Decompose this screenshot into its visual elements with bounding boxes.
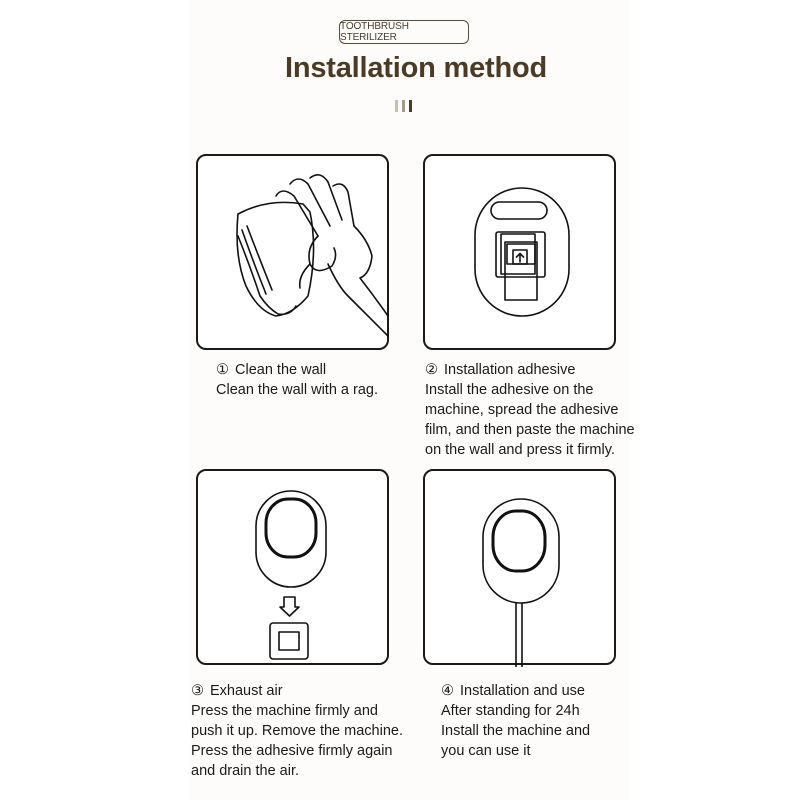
hand-wiping-rag-icon: [198, 156, 391, 352]
step-3-line-1: Press the machine firmly and: [191, 703, 378, 719]
step-3-line-2: push it up. Remove the machine.: [191, 723, 403, 739]
step-2-line-2: machine, spread the adhesive: [425, 402, 619, 418]
step-4-heading: Installation and use: [460, 683, 585, 699]
step-2-caption: [425, 360, 635, 460]
step-3-illustration-card: [196, 469, 389, 665]
step-3-heading: Exhaust air: [210, 683, 283, 699]
step-2-line-3: film, and then paste the machine: [425, 422, 635, 438]
step-2-heading: Installation adhesive: [444, 362, 576, 378]
step-4-number: ④: [441, 683, 454, 699]
decorative-bars: [395, 100, 419, 112]
step-1-heading: Clean the wall: [235, 362, 327, 378]
remove-machine-icon: [198, 471, 391, 667]
step-2-number: ②: [425, 362, 438, 378]
step-4-line-2: Install the machine and: [441, 723, 591, 739]
step-3-caption: [191, 681, 403, 781]
product-badge: TOOTHBRUSH STERILIZER: [339, 20, 469, 44]
adhesive-on-machine-icon: [425, 156, 618, 352]
step-4-caption: [441, 681, 590, 761]
step-3-line-3: Press the adhesive firmly again: [191, 743, 393, 759]
step-4-line-3: you can use it: [441, 743, 531, 759]
step-2-line-1: Install the adhesive on the: [425, 382, 594, 398]
step-1-illustration-card: [196, 154, 389, 350]
step-4-illustration-card: [423, 469, 616, 665]
step-2-illustration-card: [423, 154, 616, 350]
page-title: Installation method: [284, 52, 548, 84]
step-4-line-1: After standing for 24h: [441, 703, 580, 719]
step-1-number: ①: [216, 362, 229, 378]
step-1-caption: [216, 360, 378, 400]
step-3-line-4: and drain the air.: [191, 763, 300, 779]
step-1-line-1: Clean the wall with a rag.: [216, 382, 378, 398]
installed-machine-icon: [425, 471, 618, 667]
step-2-line-4: on the wall and press it firmly.: [425, 442, 615, 458]
step-3-number: ③: [191, 683, 204, 699]
